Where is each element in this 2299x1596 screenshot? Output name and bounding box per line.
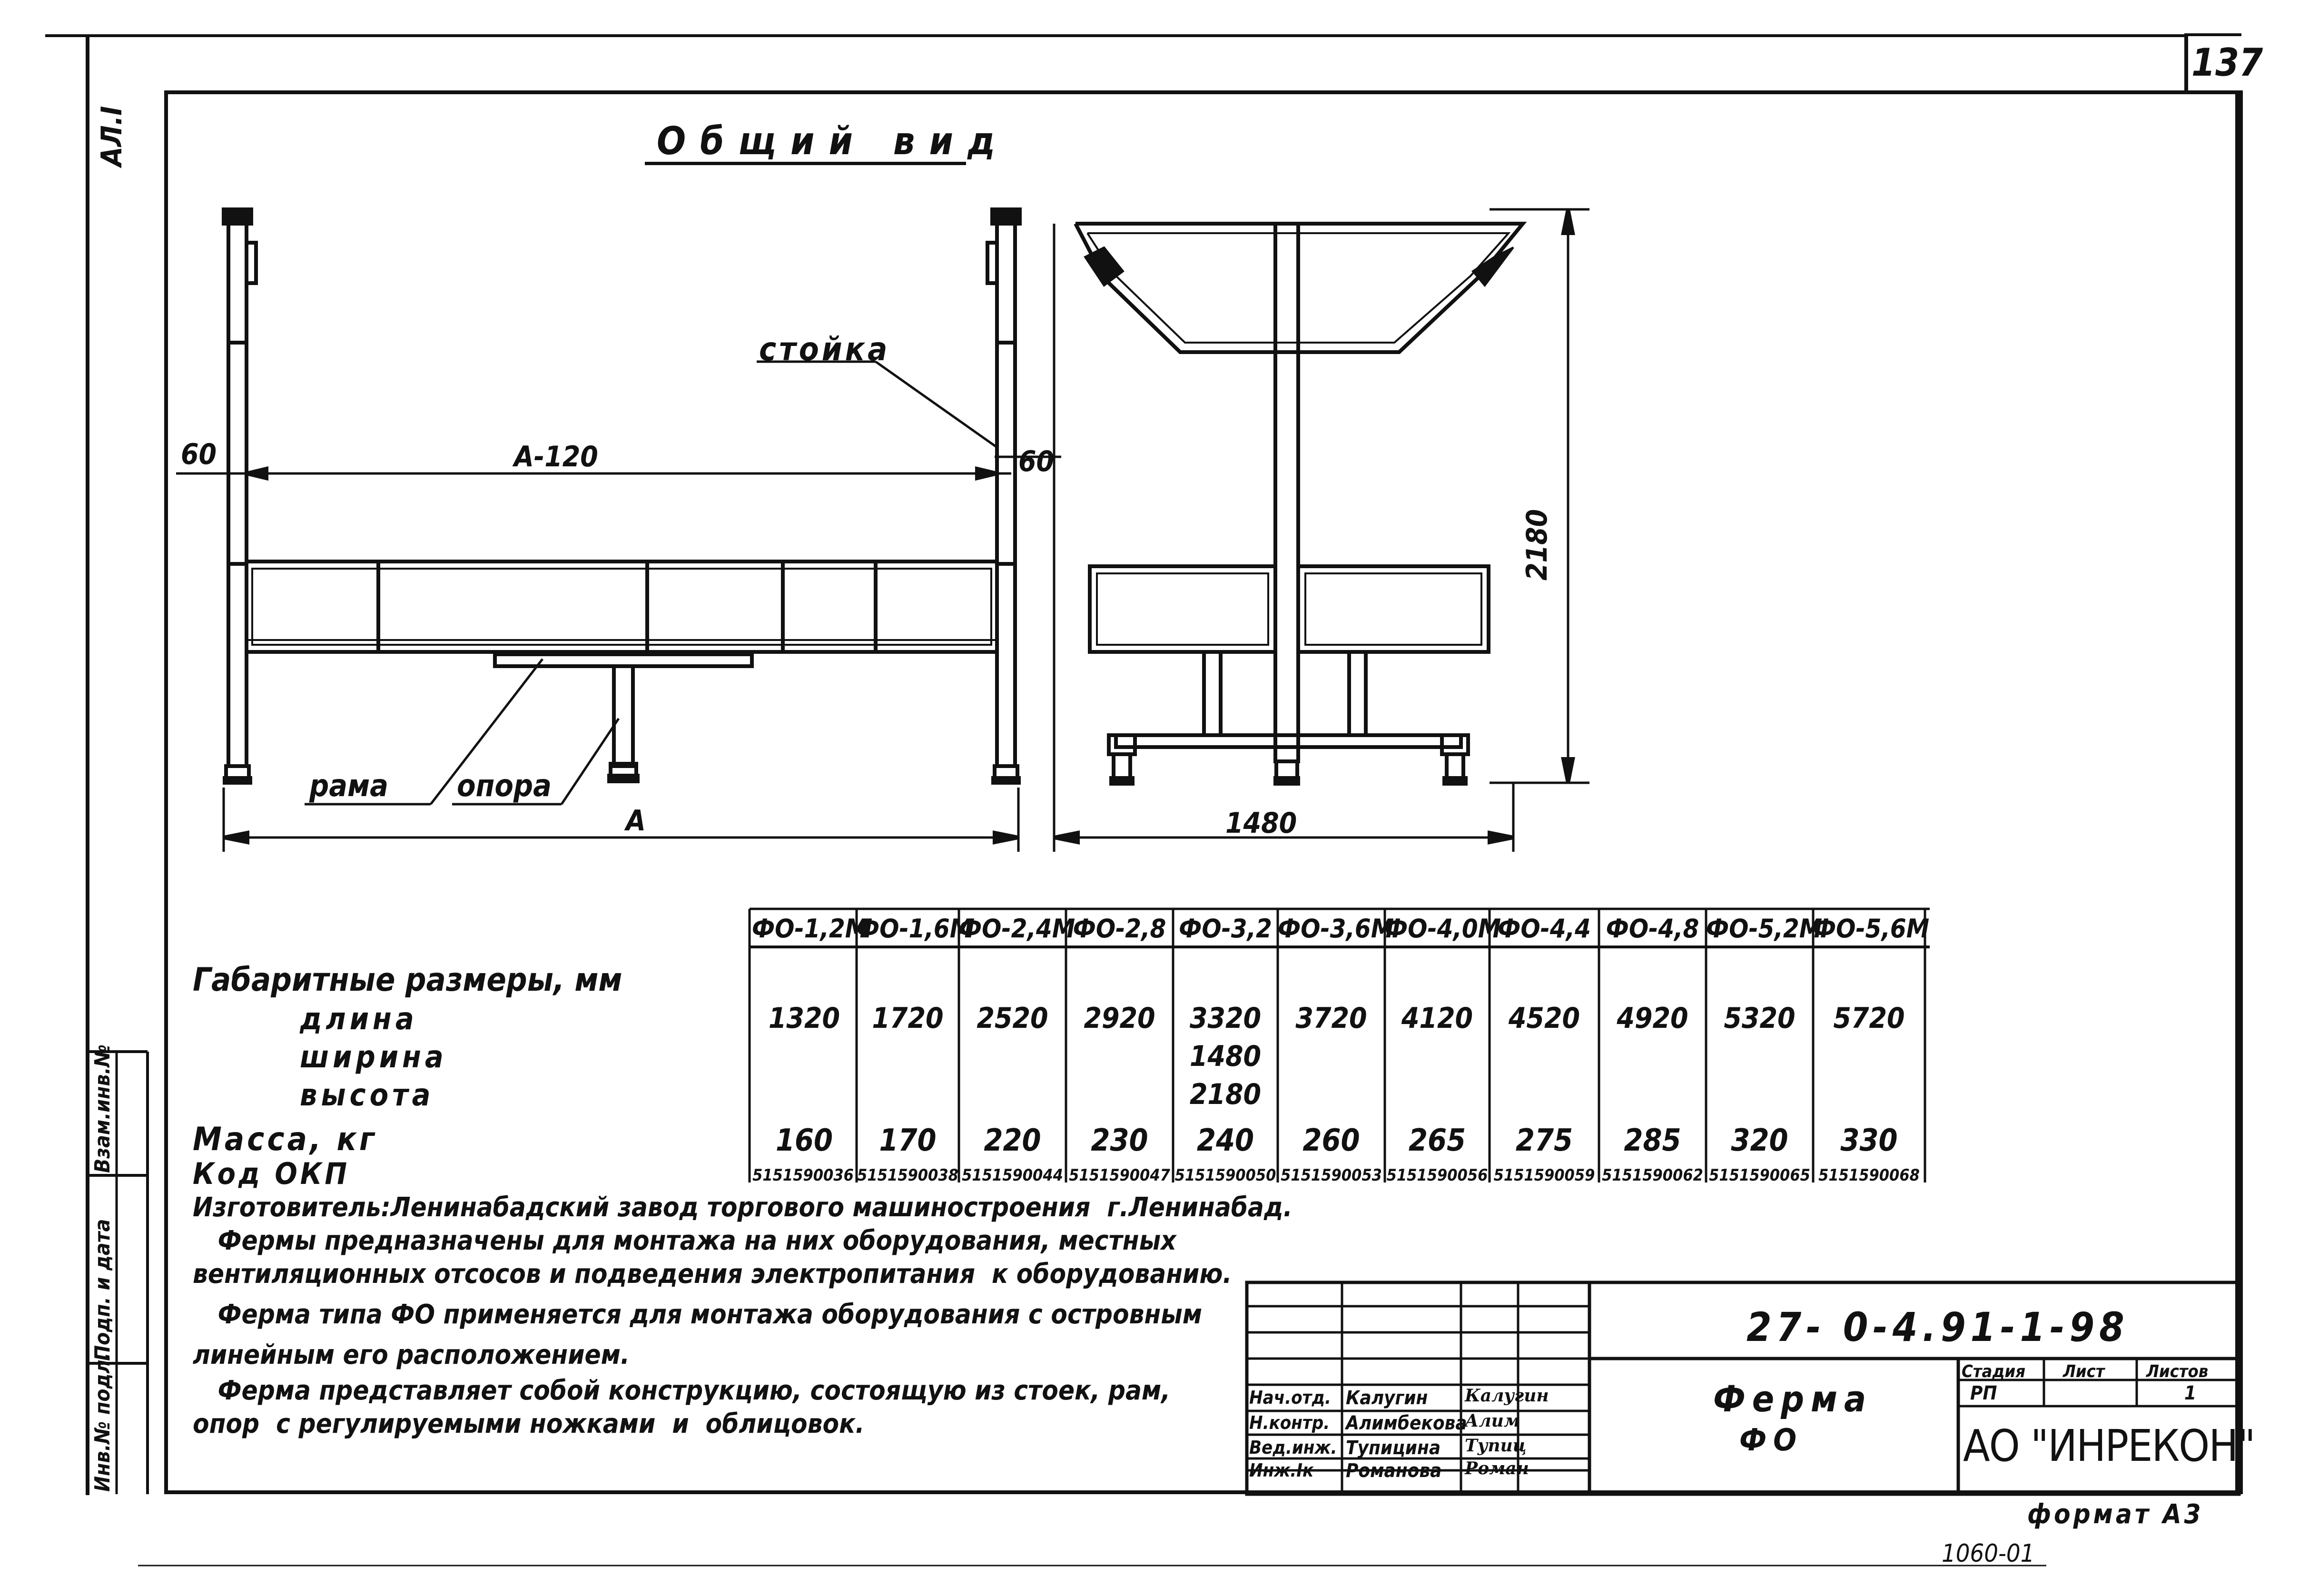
- okp-cell: 5151590047: [1069, 1166, 1170, 1185]
- row-width-label: ширина: [300, 1040, 447, 1075]
- okp-cell: 5151590056: [1386, 1166, 1488, 1185]
- signature: Роман: [1465, 1458, 1529, 1478]
- label-dim-left: 60: [181, 438, 217, 471]
- label-dim-total: А: [626, 804, 646, 837]
- okp-cell: 5151590050: [1174, 1166, 1276, 1185]
- note-line: Ферма типа ФО применяется для монтажа оборудования с островным: [193, 1299, 1203, 1330]
- model-cell: ФО-1,2М: [752, 914, 868, 944]
- sheet-number: 137: [2191, 40, 2263, 85]
- row-height-label: высота: [300, 1078, 434, 1113]
- side-stamp-replacement: Взам.инв.№: [90, 1044, 115, 1173]
- length-cell: 3320: [1189, 1002, 1262, 1035]
- okp-cell: 5151590062: [1602, 1166, 1703, 1185]
- length-cell: 5320: [1724, 1002, 1796, 1035]
- signature: Алим: [1465, 1411, 1520, 1431]
- document-code: 27- 0-4.91-1-98: [1746, 1304, 2129, 1350]
- okp-cell: 5151590053: [1281, 1166, 1382, 1185]
- mass-cell: 220: [984, 1123, 1041, 1158]
- label-frame: рама: [309, 768, 388, 804]
- bottom-note: 1060-01: [1942, 1539, 2035, 1568]
- model-cell: ФО-3,2: [1179, 914, 1272, 944]
- mass-cell: 230: [1091, 1123, 1148, 1158]
- role-cell: Нач.отд.: [1249, 1387, 1332, 1408]
- row-mass-label: Масса, кг: [193, 1121, 377, 1158]
- side-stamp-signature-date: Подп. и дата: [90, 1219, 115, 1361]
- note-line: Фермы предназначены для монтажа на них оборудования, местных: [193, 1225, 1176, 1256]
- length-cell: 1720: [872, 1002, 944, 1035]
- row-okp-label: Код ОКП: [193, 1156, 350, 1191]
- mass-cell: 260: [1302, 1123, 1360, 1158]
- label-dim-height: 2180: [1520, 509, 1554, 581]
- product-code: ФО: [1739, 1423, 1804, 1458]
- format-label: формат А3: [2027, 1499, 2204, 1530]
- name-cell: Калугин: [1346, 1387, 1428, 1409]
- role-cell: Н.контр.: [1249, 1412, 1330, 1433]
- okp-cell: 5151590059: [1493, 1166, 1595, 1185]
- mass-cell: 320: [1731, 1123, 1788, 1158]
- sheet-label: Лист: [2063, 1362, 2105, 1381]
- label-dim-width: 1480: [1225, 807, 1297, 840]
- label-post: стойка: [759, 331, 890, 368]
- okp-cell: 5151590036: [752, 1166, 854, 1185]
- label-dim-right: 60: [1018, 445, 1055, 478]
- model-cell: ФО-4,8: [1606, 914, 1699, 944]
- length-cell: 4520: [1508, 1002, 1580, 1035]
- role-cell: Инж.Iк: [1249, 1460, 1314, 1481]
- label-support: опора: [457, 768, 552, 804]
- product-name: Ферма: [1713, 1378, 1873, 1420]
- stage-value: РП: [1970, 1382, 1997, 1404]
- note-line: Ферма представляет собой конструкцию, состоящую из стоек, рам,: [193, 1375, 1171, 1406]
- mass-cell: 285: [1624, 1123, 1681, 1158]
- model-cell: ФО-1,6М: [857, 914, 973, 944]
- mass-cell: 330: [1840, 1123, 1898, 1158]
- okp-cell: 5151590068: [1818, 1166, 1920, 1185]
- length-cell: 2920: [1084, 1002, 1155, 1035]
- length-cell: 3720: [1295, 1002, 1367, 1035]
- side-stamp-inventory: Инв.№ подл.: [90, 1352, 115, 1492]
- sheets-value: 1: [2184, 1382, 2197, 1404]
- mass-cell: 240: [1196, 1123, 1254, 1158]
- mass-cell: 160: [775, 1123, 833, 1158]
- model-cell: ФО-5,6М: [1813, 914, 1930, 944]
- label-dim-inner: А-120: [514, 440, 598, 473]
- okp-cell: 5151590038: [857, 1166, 958, 1185]
- name-cell: Тупицина: [1346, 1437, 1441, 1459]
- name-cell: Романова: [1346, 1460, 1442, 1482]
- note-line: Изготовитель:Ленинабадский завод торгового машиностроения г.Ленинабад.: [193, 1192, 1293, 1223]
- note-line: линейным его расположением.: [193, 1340, 630, 1370]
- mass-cell: 275: [1515, 1123, 1573, 1158]
- note-line: вентиляционных отсосов и подведения электропитания к оборудованию.: [193, 1259, 1232, 1290]
- model-cell: ФО-3,6М: [1278, 914, 1394, 944]
- height-value: 2180: [1189, 1078, 1262, 1111]
- length-cell: 2520: [977, 1002, 1048, 1035]
- row-header-dimensions: Габаритные размеры, мм: [193, 961, 622, 999]
- okp-cell: 5151590065: [1709, 1166, 1810, 1185]
- stage-label: Стадия: [1962, 1362, 2026, 1381]
- length-cell: 4120: [1401, 1002, 1473, 1035]
- signature: Тупиц: [1465, 1436, 1527, 1456]
- corner-mark: АЛ.І: [95, 106, 128, 167]
- mass-cell: 170: [879, 1123, 937, 1158]
- row-length-label: длина: [300, 1002, 418, 1037]
- company-name: АО "ИНРЕКОН": [1963, 1420, 2255, 1471]
- sheets-label: Листов: [2146, 1362, 2209, 1381]
- name-cell: Алимбекова: [1346, 1412, 1467, 1434]
- model-cell: ФО-2,4М: [959, 914, 1075, 944]
- model-cell: ФО-2,8: [1073, 914, 1166, 944]
- model-cell: ФО-4,0М: [1385, 914, 1501, 944]
- okp-cell: 5151590044: [962, 1166, 1063, 1185]
- model-cell: ФО-4,4: [1498, 914, 1591, 944]
- model-cell: ФО-5,2М: [1706, 914, 1823, 944]
- role-cell: Вед.инж.: [1249, 1437, 1337, 1458]
- drawing-title: Общий вид: [657, 119, 1010, 163]
- length-cell: 5720: [1833, 1002, 1905, 1035]
- length-cell: 4920: [1617, 1002, 1688, 1035]
- length-cell: 1320: [768, 1002, 840, 1035]
- width-value: 1480: [1189, 1040, 1262, 1073]
- mass-cell: 265: [1408, 1123, 1466, 1158]
- note-line: опор с регулируемыми ножками и облицовок.: [193, 1409, 865, 1439]
- signature: Калугин: [1465, 1386, 1549, 1406]
